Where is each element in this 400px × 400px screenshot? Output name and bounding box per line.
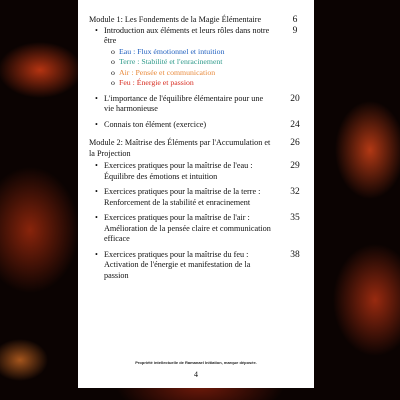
element-terre [89,57,304,68]
module-2-page: 26 [290,138,300,148]
toc-item-page: 9 [292,25,298,36]
toc-module-2[interactable] [89,138,304,159]
toc-module-1[interactable] [89,15,304,26]
bullet-icon: • [95,93,98,103]
toc-item-page: 29 [290,161,300,171]
toc-item[interactable] [89,120,304,131]
toc-item-text: Exercices pratiques pour la maîtrise de l'air : Amélioration de la pensée claire et communication efficace [104,213,271,243]
sub-bullet-icon: o [111,46,115,56]
toc-item-page: 20 [290,93,300,104]
element-air-text: Air : Pensée et communication [119,67,216,77]
element-air [89,68,304,79]
module-2-title: Module 2: Maîtrise des Éléments par l'Accumulation et la Projection [89,138,271,158]
element-terre-text: Terre : Stabilité et l'enracinement [119,57,223,66]
toc-item-text: Exercices pratiques pour la maîtrise de la terre : Renforcement de la stabilité et enracinement [104,187,261,207]
bullet-icon: • [95,249,98,259]
bullet-icon: • [95,25,98,35]
toc-item-page: 38 [290,249,300,260]
toc-item[interactable] [89,161,304,182]
toc-item-page: 24 [290,119,300,130]
document-page [78,0,314,388]
bullet-icon: • [95,161,98,170]
toc-item[interactable] [89,250,304,282]
element-eau-text: Eau : Flux émotionnel et intuition [119,46,225,56]
toc-item[interactable] [89,94,304,115]
page-number: 4 [194,370,198,379]
module-1-page: 6 [292,15,298,25]
sub-bullet-icon: o [111,78,115,87]
toc-item-text: Introduction aux éléments et leurs rôles dans notre être [104,25,270,45]
module-1-title: Module 1: Les Fondements de la Magie Élémentaire [89,15,262,24]
toc-item[interactable] [89,26,304,47]
element-feu [89,78,304,89]
bullet-icon: • [95,213,98,222]
element-eau [89,47,304,58]
element-feu-text: Feu : Énergie et passion [119,78,194,87]
toc-item-page: 35 [290,213,300,223]
bullet-icon: • [95,187,98,196]
toc-item-text: Exercices pratiques pour la maîtrise de l'eau : Équilibre des émotions et intuition [104,161,253,181]
toc-item[interactable] [89,213,304,245]
sub-bullet-icon: o [111,67,115,77]
sub-bullet-icon: o [111,57,115,66]
toc-item-text: Connais ton élément (exercice) [104,119,207,129]
bullet-icon: • [95,119,98,129]
toc-item-page: 32 [290,187,300,197]
toc-item-text: Exercices pratiques pour la maîtrise du feu : Activation de l'énergie et manifestation de la passion [104,249,251,280]
toc-item[interactable] [89,187,304,208]
toc-item-text: L'importance de l'équilibre élémentaire pour une vie harmonieuse [104,93,264,113]
footer-copyright: Propriété intellectuelle de Ramanael Initiation, marque déposée. [135,360,257,365]
